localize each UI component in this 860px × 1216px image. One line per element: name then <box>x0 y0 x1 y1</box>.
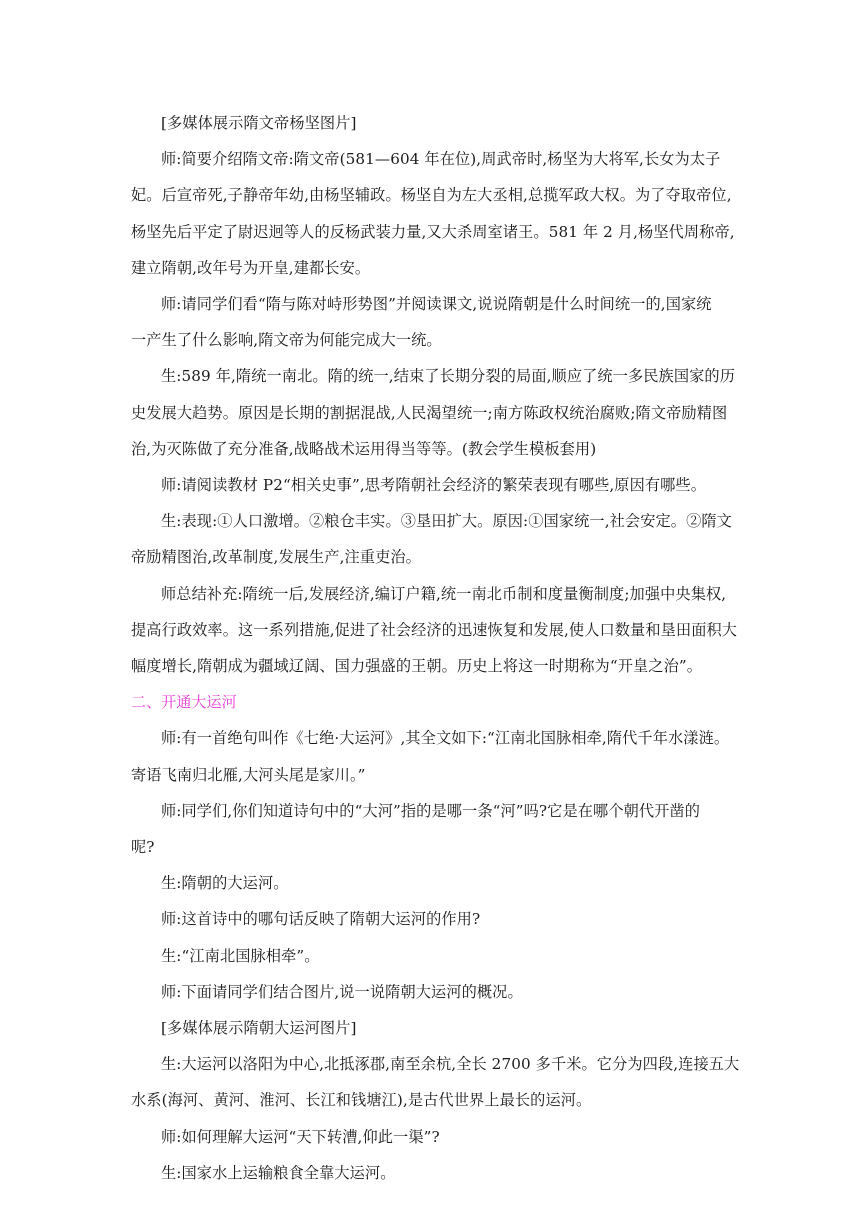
paragraph-line: 建立隋朝,改年号为开皇,建都长安。 <box>131 258 371 277</box>
paragraph-line: 师:请同学们看“隋与陈对峙形势图”并阅读课文,说说隋朝是什么时间统一的,国家统 <box>161 295 712 314</box>
paragraph-line: 师:简要介绍隋文帝:隋文帝(581—604 年在位),周武帝时,杨坚为大将军,长女为太子 <box>161 150 721 169</box>
paragraph-line: 生:589 年,隋统一南北。隋的统一,结束了长期分裂的局面,顺应了统一多民族国家的历 <box>161 367 735 386</box>
document-body <box>131 105 740 1191</box>
paragraph-line: 师:请阅读教材 P2“相关史事”,思考隋朝社会经济的繁荣表现有哪些,原因有哪些。 <box>161 476 707 495</box>
paragraph-line: 生:隋朝的大运河。 <box>161 874 289 893</box>
paragraph-line: 寄语飞南归北雁,大河头尾是家川。” <box>131 765 366 784</box>
paragraph-line: 呢? <box>131 838 155 857</box>
paragraph-line: 史发展大趋势。原因是长期的割据混战,人民渴望统一;南方陈政权统治腐败;隋文帝励精图 <box>131 403 728 422</box>
paragraph-line: 治,为灭陈做了充分准备,战略战术运用得当等等。(教会学生模板套用) <box>131 439 597 458</box>
paragraph-line: 师:如何理解大运河“天下转漕,仰此一渠”? <box>161 1127 440 1146</box>
paragraph-line: 生:“江南北国脉相牵”。 <box>161 946 320 965</box>
paragraph-line: 师:有一首绝句叫作《七绝·大运河》,其全文如下:“江南北国脉相牵,隋代千年水漾涟。 <box>161 729 730 748</box>
paragraph-line: [多媒体展示隋朝大运河图片] <box>161 1019 357 1038</box>
paragraph-line: 生:国家水上运输粮食全靠大运河。 <box>161 1163 396 1182</box>
paragraph-line: 师:下面请同学们结合图片,说一说隋朝大运河的概况。 <box>161 982 523 1001</box>
paragraph-line: 杨坚先后平定了尉迟迥等人的反杨武装力量,又大杀周室诸王。581 年 2 月,杨坚代周称帝, <box>131 222 735 241</box>
paragraph-line: 师总结补充:隋统一后,发展经济,编订户籍,统一南北币制和度量衡制度;加强中央集权, <box>161 584 727 603</box>
paragraph-line: 幅度增长,隋朝成为疆域辽阔、国力强盛的王朝。历史上将这一时期称为“开皇之治”。 <box>131 657 703 676</box>
paragraph-line: 妃。后宣帝死,子静帝年幼,由杨坚辅政。杨坚自为左大丞相,总揽军政大权。为了夺取帝位, <box>131 186 732 205</box>
paragraph-line: 师:这首诗中的哪句话反映了隋朝大运河的作用? <box>161 910 481 929</box>
paragraph-line: 生:大运河以洛阳为中心,北抵涿郡,南至余杭,全长 2700 多千米。它分为四段,连接五大 <box>161 1055 740 1074</box>
paragraph-line: 帝励精图治,改革制度,发展生产,注重吏治。 <box>131 548 421 567</box>
paragraph-line: 师:同学们,你们知道诗句中的“大河”指的是哪一条“河”吗?它是在哪个朝代开凿的 <box>161 801 701 820</box>
paragraph-line: 提高行政效率。这一系列措施,促进了社会经济的迅速恢复和发展,使人口数量和垦田面积大 <box>131 620 738 639</box>
paragraph-line: 水系(海河、黄河、淮河、长江和钱塘江),是古代世界上最长的运河。 <box>131 1091 592 1110</box>
section-heading: 二、开通大运河 <box>131 693 237 712</box>
paragraph-line: 生:表现:①人口激增。②粮仓丰实。③垦田扩大。原因:①国家统一,社会安定。②隋文 <box>161 512 732 531</box>
paragraph-line: [多媒体展示隋文帝杨坚图片] <box>161 114 357 132</box>
paragraph-line: 一产生了什么影响,隋文帝为何能完成大一统。 <box>131 331 442 350</box>
